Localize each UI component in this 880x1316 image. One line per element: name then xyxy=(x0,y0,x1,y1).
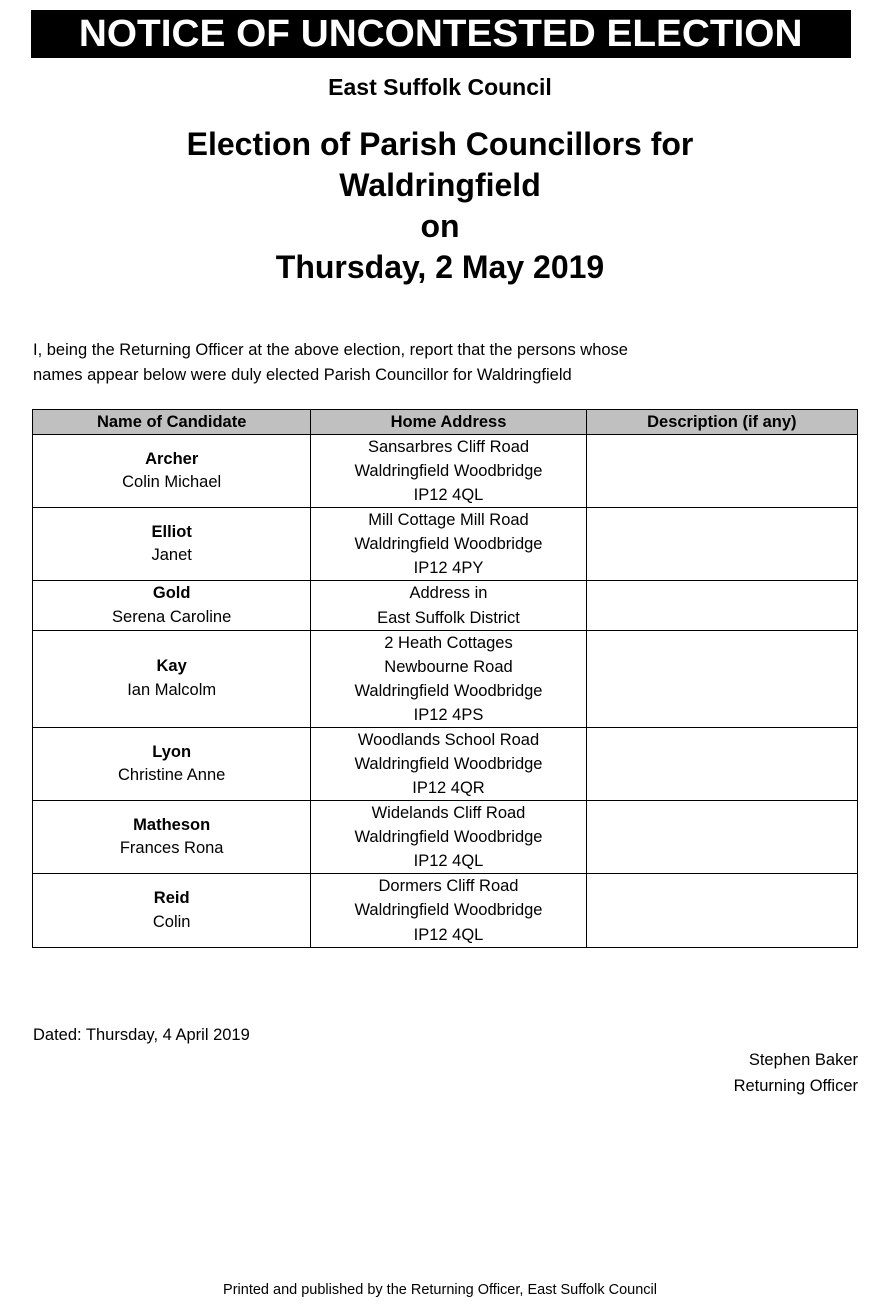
notice-banner-title: NOTICE OF UNCONTESTED ELECTION xyxy=(79,13,803,55)
candidates-table-body xyxy=(33,435,858,948)
address-line: 2 Heath Cottages xyxy=(384,633,513,652)
candidate-forename: Serena Caroline xyxy=(112,607,232,626)
address-line: Newbourne Road xyxy=(384,657,513,676)
dated-line: Dated: Thursday, 4 April 2019 xyxy=(33,1026,250,1044)
candidate-description-cell xyxy=(586,508,857,581)
candidate-name-cell xyxy=(33,508,311,581)
candidate-description-cell xyxy=(586,801,857,874)
candidate-forename: Janet xyxy=(151,546,192,565)
table-row xyxy=(33,727,858,800)
candidate-surname: Kay xyxy=(156,657,187,676)
address-line: Waldringfield Woodbridge xyxy=(354,462,543,481)
address-line: Widelands Cliff Road xyxy=(371,804,526,823)
candidate-surname: Matheson xyxy=(133,815,211,834)
notice-banner xyxy=(31,10,851,58)
candidate-name-cell xyxy=(33,630,311,727)
table-header-row xyxy=(33,410,858,435)
candidate-address-cell xyxy=(311,801,586,874)
candidates-table xyxy=(32,409,858,948)
address-line: Waldringfield Woodbridge xyxy=(354,828,543,847)
table-row xyxy=(33,581,858,630)
address-line: IP12 4QR xyxy=(412,779,485,798)
address-line: IP12 4PS xyxy=(413,705,484,724)
column-header-address: Home Address xyxy=(311,410,586,435)
election-title-line-2: Waldringfield xyxy=(339,166,541,203)
candidate-name-cell xyxy=(33,727,311,800)
candidate-address-cell xyxy=(311,581,586,630)
address-line: Address in xyxy=(409,584,488,603)
column-header-name: Name of Candidate xyxy=(33,410,311,435)
address-line: Dormers Cliff Road xyxy=(378,877,519,896)
candidate-name-cell xyxy=(33,801,311,874)
intro-paragraph-text-continued: names appear below were duly elected Parish Councillor for Waldringfield xyxy=(33,365,572,384)
candidate-address-cell xyxy=(311,874,586,947)
candidate-address-cell xyxy=(311,508,586,581)
address-line: Waldringfield Woodbridge xyxy=(354,681,543,700)
address-line: Waldringfield Woodbridge xyxy=(354,755,543,774)
intro-paragraph xyxy=(33,338,859,388)
election-title-line-1: Election of Parish Councillors for xyxy=(186,126,694,162)
candidate-description-cell xyxy=(586,727,857,800)
signature-block xyxy=(734,1048,858,1099)
election-title xyxy=(40,124,840,288)
election-date: Thursday, 2 May 2019 xyxy=(275,248,605,285)
address-line: IP12 4QL xyxy=(413,925,484,944)
address-line: Sansarbres Cliff Road xyxy=(367,438,530,456)
address-line: Woodlands School Road xyxy=(357,730,540,749)
candidate-name-cell xyxy=(33,874,311,947)
table-row xyxy=(33,508,858,581)
candidate-name-cell xyxy=(33,581,311,630)
candidate-description-cell xyxy=(586,630,857,727)
candidate-address-cell xyxy=(311,435,586,508)
table-row xyxy=(33,435,858,508)
candidate-description-cell xyxy=(586,874,857,947)
candidate-description-cell xyxy=(586,581,857,630)
address-line: Mill Cottage Mill Road xyxy=(368,511,529,530)
address-line: IP12 4QL xyxy=(413,486,484,505)
print-footer: Printed and published by the Returning Officer, East Suffolk Council xyxy=(223,1282,657,1298)
address-line: Waldringfield Woodbridge xyxy=(354,901,543,920)
candidate-description-cell xyxy=(586,435,857,508)
returning-officer-name: Stephen Baker xyxy=(748,1051,858,1069)
candidate-forename: Frances Rona xyxy=(119,839,224,858)
candidate-surname: Gold xyxy=(152,584,191,603)
candidate-address-cell xyxy=(311,630,586,727)
candidate-surname: Elliot xyxy=(151,522,192,541)
table-row xyxy=(33,874,858,947)
candidate-forename: Christine Anne xyxy=(118,766,226,785)
candidate-forename: Colin xyxy=(152,912,191,931)
election-title-line-3: on xyxy=(420,207,460,244)
candidate-forename: Ian Malcolm xyxy=(127,680,217,699)
council-name: East Suffolk Council xyxy=(328,74,552,100)
address-line: IP12 4QL xyxy=(413,852,484,871)
address-line: East Suffolk District xyxy=(377,608,520,627)
address-line: Waldringfield Woodbridge xyxy=(354,535,543,554)
candidate-name-cell xyxy=(33,435,311,508)
column-header-description: Description (if any) xyxy=(586,410,857,435)
candidate-surname: Archer xyxy=(145,449,199,468)
returning-officer-role: Returning Officer xyxy=(733,1076,858,1095)
table-row xyxy=(33,630,858,727)
intro-paragraph-text: I, being the Returning Officer at the above election, report that the persons whose xyxy=(33,341,628,359)
candidate-surname: Reid xyxy=(153,889,190,908)
candidate-surname: Lyon xyxy=(152,742,192,761)
address-line: IP12 4PY xyxy=(413,559,484,578)
candidate-forename: Colin Michael xyxy=(122,473,222,492)
candidate-address-cell xyxy=(311,727,586,800)
table-row xyxy=(33,801,858,874)
